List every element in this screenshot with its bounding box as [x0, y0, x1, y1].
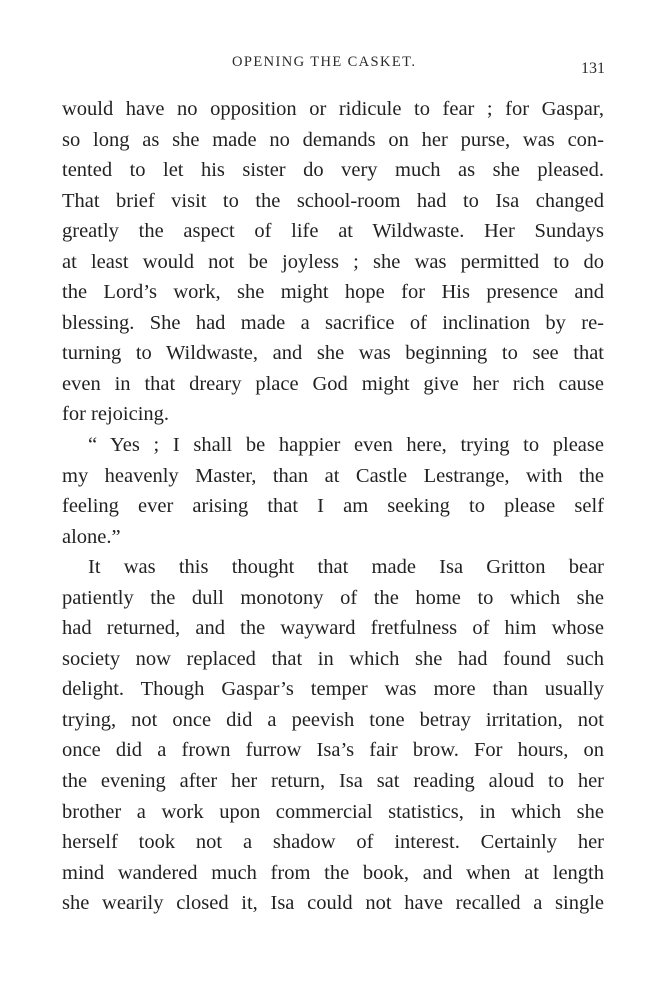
- running-title: OPENING THE CASKET.: [232, 54, 417, 70]
- text-line: my heavenly Master, than at Castle Lestrange, with the: [62, 464, 604, 487]
- text-line: tented to let his sister do very much as she pleased.: [62, 159, 604, 182]
- text-line: turning to Wildwaste, and she was beginning to see that: [62, 342, 604, 365]
- text-line: It was this thought that made Isa Gritton bear: [88, 556, 604, 579]
- text-line: patiently the dull monotony of the home to which she: [62, 586, 604, 609]
- text-line: greatly the aspect of life at Wildwaste. Her Sundays: [62, 220, 604, 243]
- text-line: brother a work upon commercial statistics, in which she: [62, 800, 604, 823]
- text-line: herself took not a shadow of interest. Certainly her: [62, 831, 604, 854]
- text-line: feeling ever arising that I am seeking to please self: [62, 495, 604, 518]
- text-line: once did a frown furrow Isa’s fair brow. For hours, on: [62, 739, 604, 762]
- body-text: [62, 94, 604, 919]
- text-line: blessing. She had made a sacrifice of inclination by re-: [62, 311, 604, 334]
- text-line: alone.”: [62, 525, 121, 548]
- text-line: That brief visit to the school-room had to Isa changed: [62, 189, 604, 212]
- text-line: the evening after her return, Isa sat reading aloud to her: [62, 770, 604, 793]
- text-line: delight. Though Gaspar’s temper was more than usually: [62, 678, 604, 701]
- page-number: 131: [581, 60, 605, 77]
- text-line: at least would not be joyless ; she was permitted to do: [62, 250, 604, 273]
- text-line: mind wandered much from the book, and when at length: [62, 861, 604, 884]
- text-line: the Lord’s work, she might hope for His presence and: [62, 281, 604, 304]
- text-line: so long as she made no demands on her purse, was con-: [62, 128, 604, 151]
- text-line: even in that dreary place God might give her rich cause: [62, 372, 604, 395]
- running-header: [0, 54, 660, 78]
- text-line: society now replaced that in which she had found such: [62, 647, 604, 670]
- text-line: would have no opposition or ridicule to fear ; for Gaspar,: [62, 98, 604, 120]
- text-line: she wearily closed it, Isa could not have recalled a single: [62, 892, 604, 915]
- text-line: “ Yes ; I shall be happier even here, trying to please: [88, 434, 604, 457]
- text-line: trying, not once did a peevish tone betray irritation, not: [62, 708, 604, 731]
- text-line: had returned, and the wayward fretfulness of him whose: [62, 617, 604, 640]
- text-line: for rejoicing.: [62, 403, 170, 426]
